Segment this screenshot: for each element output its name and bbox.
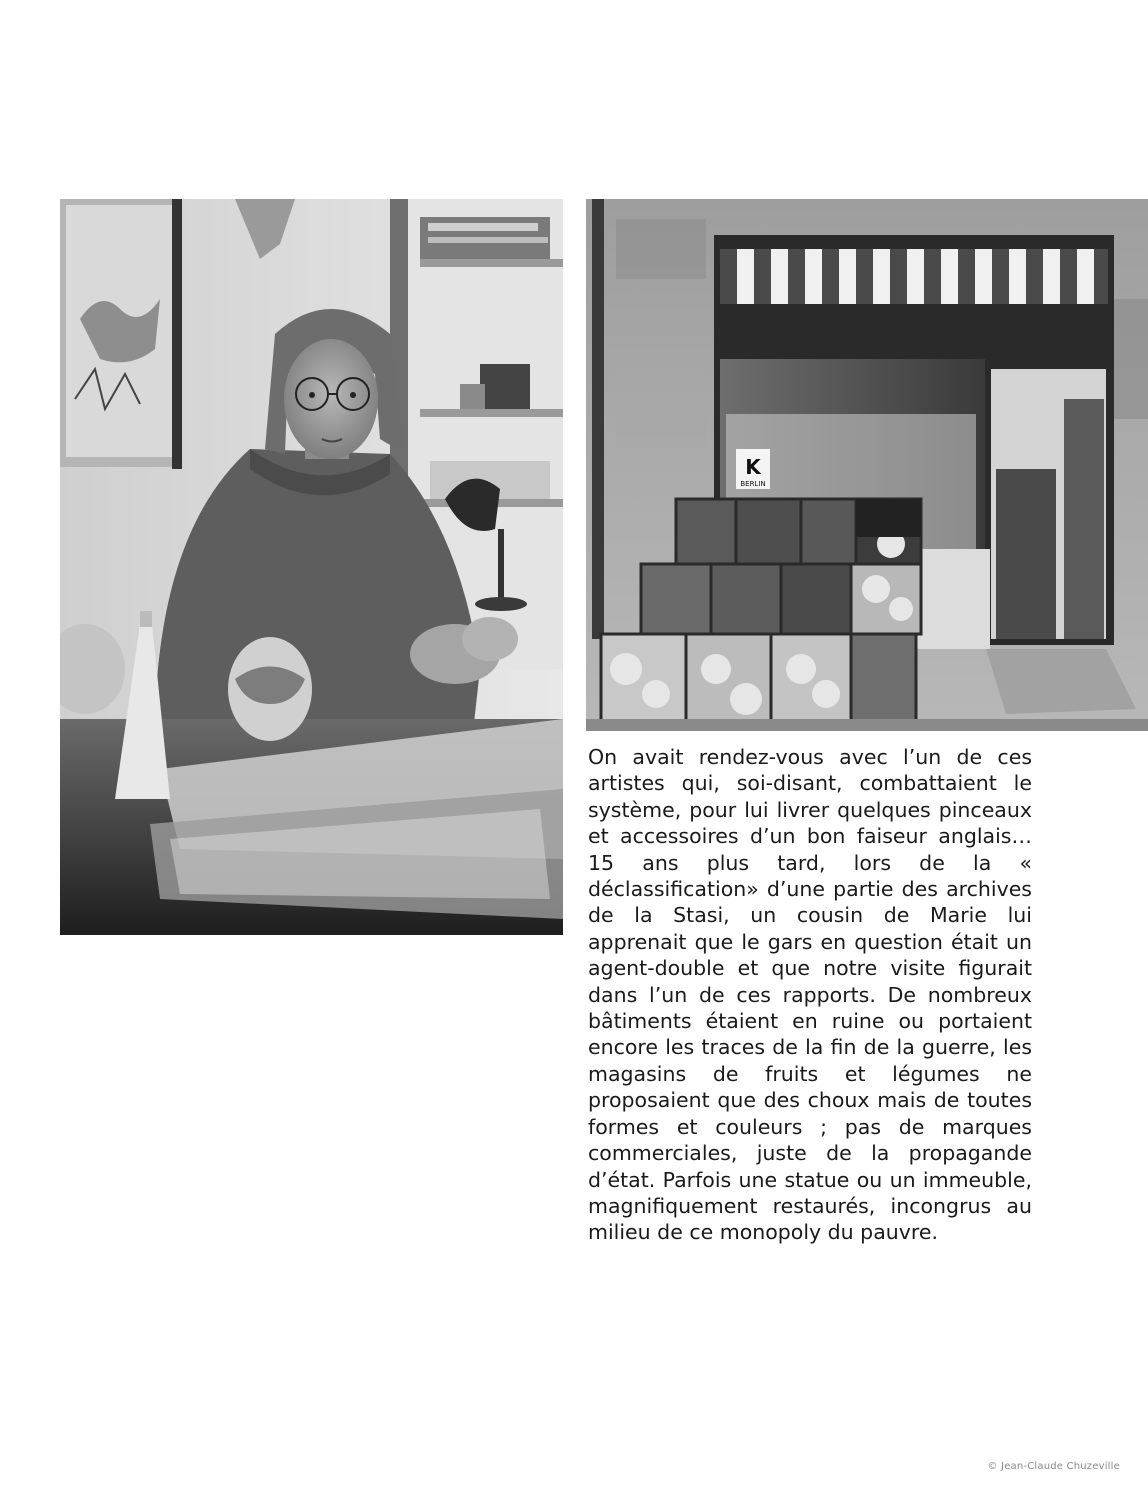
- vegetable-shop-photo: [586, 199, 1148, 731]
- artist-portrait-photo: [60, 199, 563, 935]
- photo-credit: © Jean-Claude Chuzeville: [987, 1461, 1120, 1472]
- vegetable-shop-illustration: [586, 199, 1148, 731]
- body-text: On avait rendez-vous avec l’un de ces artistes qui, soi-disant, combattaient le système, pour lui livrer quelques pinceaux et accessoires d’un bon faiseur anglais… 15 ans plus tard, lors de la « déclassification» d’une partie des archives de la Stasi, un cousin de Marie lui apprenait que le gars en question était un agent-double et que notre visite figurait dans l’un de ces rapports. De nombreux bâtiments étaient en ruine ou portaient encore les traces de la fin de la guerre, les magasins de fruits et légumes ne proposaient que des choux mais de toutes formes et couleurs ; pas de marques commerciales, juste de la propagande d’état. Parfois une statue ou un immeuble, magnifiquement restaurés, incongrus au milieu de ce monopoly du pauvre.: [588, 745, 1032, 1245]
- artist-portrait-illustration: [60, 199, 563, 935]
- shop-sign-word: BERLIN: [740, 480, 766, 488]
- shop-sign-letter: K: [745, 455, 761, 479]
